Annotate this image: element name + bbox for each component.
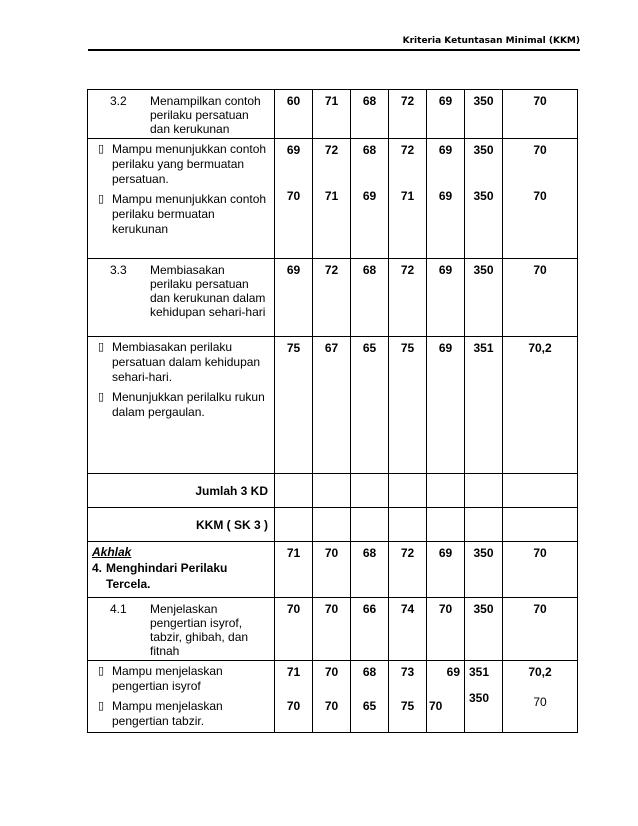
cell-value: 72 <box>400 143 415 157</box>
cell-value: 350 <box>473 143 494 157</box>
table-row <box>88 90 578 139</box>
indicator-text: Mampu menjelaskan pengertian tabzir. <box>112 699 223 728</box>
cell-value: 70 <box>286 189 301 203</box>
cell-value: 74 <box>389 598 427 661</box>
cell-value: 69 <box>438 143 453 157</box>
cell-value: 66 <box>351 598 389 661</box>
cell-value: 69 <box>427 90 465 139</box>
kd-text: Menjelaskan pengertian isyrof, tabzir, ghibah, dan fitnah <box>150 602 249 658</box>
cell-value: 70 <box>429 699 443 713</box>
cell-value: 65 <box>351 337 389 474</box>
cell-value: 70 <box>313 598 351 661</box>
cell-value: 70 <box>503 90 578 139</box>
indicator-text: Mampu menunjukkan contoh perilaku bermuatan kerukunan <box>112 192 267 236</box>
cell-value: 70 <box>275 598 313 661</box>
cell-value: 68 <box>362 665 377 679</box>
cell-value: 70 <box>533 695 547 709</box>
table-row <box>88 598 578 661</box>
cell-value: 69 <box>427 337 465 474</box>
indicator-text: Menunjukkan perilalku rukun dalam pergaulan. <box>112 390 265 419</box>
cell-value: 70 <box>503 259 578 337</box>
square-bullet-icon: ▯ <box>98 700 105 712</box>
cell-value: 72 <box>389 542 427 598</box>
kd-text: Menampilkan contoh perilaku persatuan dan kerukunan <box>150 94 261 136</box>
kd-number: 3.3 <box>110 263 127 277</box>
cell-value: 70 <box>533 143 547 157</box>
cell-value: 69 <box>446 665 460 679</box>
cell-value: 69 <box>362 189 377 203</box>
cell-value: 72 <box>389 259 427 337</box>
kd-number: 4.1 <box>110 602 127 616</box>
section-title: Akhlak <box>92 545 132 559</box>
section-number: 4. <box>92 561 103 575</box>
cell-value: 70 <box>533 189 547 203</box>
cell-value: 68 <box>362 143 377 157</box>
table-row <box>88 474 578 508</box>
cell-value: 351 <box>465 337 503 474</box>
kkm-label: KKM ( SK 3 ) <box>88 508 275 542</box>
cell-value: 350 <box>465 259 503 337</box>
cell-value: 60 <box>275 90 313 139</box>
kd-text: Membiasakan perilaku persatuan dan kerukunan dalam kehidupan sehari-hari <box>150 263 266 319</box>
header-title: Kriteria Ketuntasan Minimal (KKM) <box>402 36 580 46</box>
cell-value: 70 <box>286 699 301 713</box>
indicator-text: Mampu menjelaskan pengertian isyrof <box>112 664 223 693</box>
kkm-table <box>87 89 578 733</box>
cell-value: 68 <box>351 90 389 139</box>
cell-value: 73 <box>400 665 415 679</box>
cell-value: 75 <box>389 337 427 474</box>
cell-value: 67 <box>313 337 351 474</box>
cell-value: 70 <box>427 598 465 661</box>
cell-value: 72 <box>313 259 351 337</box>
cell-value: 70,2 <box>503 337 578 474</box>
table-row <box>88 661 578 733</box>
table-row <box>88 139 578 259</box>
square-bullet-icon: ▯ <box>98 193 105 205</box>
section-heading: Menghindari Perilaku Tercela. <box>106 561 228 591</box>
kd-number: 3.2 <box>110 94 127 108</box>
cell-value: 69 <box>427 542 465 598</box>
cell-value: 350 <box>465 542 503 598</box>
cell-value: 72 <box>389 90 427 139</box>
square-bullet-icon: ▯ <box>98 391 105 403</box>
table-row <box>88 337 578 474</box>
table-row <box>88 508 578 542</box>
cell-value: 351 <box>469 665 490 679</box>
cell-value: 70 <box>324 699 339 713</box>
cell-value: 69 <box>438 189 453 203</box>
square-bullet-icon: ▯ <box>98 341 105 353</box>
cell-value: 69 <box>275 259 313 337</box>
table-row <box>88 259 578 337</box>
indicator-text: Membiasakan perilaku persatuan dalam kehidupan sehari-hari. <box>112 340 261 384</box>
cell-value: 72 <box>324 143 339 157</box>
cell-value: 68 <box>351 542 389 598</box>
cell-value: 71 <box>286 665 301 679</box>
cell-value: 71 <box>313 90 351 139</box>
cell-value: 69 <box>286 143 301 157</box>
indicator-text: Mampu menunjukkan contoh perilaku yang bermuatan persatuan. <box>112 142 267 186</box>
header-rule <box>88 49 580 51</box>
cell-value: 75 <box>275 337 313 474</box>
cell-value: 350 <box>473 189 494 203</box>
table-row <box>88 542 578 598</box>
cell-value: 70 <box>503 542 578 598</box>
cell-value: 70 <box>503 598 578 661</box>
cell-value: 350 <box>469 691 490 705</box>
cell-value: 69 <box>427 259 465 337</box>
cell-value: 350 <box>465 90 503 139</box>
cell-value: 71 <box>275 542 313 598</box>
cell-value: 350 <box>465 598 503 661</box>
jumlah-label: Jumlah 3 KD <box>88 474 275 508</box>
square-bullet-icon: ▯ <box>98 665 105 677</box>
cell-value: 70 <box>324 665 339 679</box>
square-bullet-icon: ▯ <box>98 143 105 155</box>
cell-value: 68 <box>351 259 389 337</box>
cell-value: 70 <box>313 542 351 598</box>
cell-value: 71 <box>400 189 415 203</box>
cell-value: 75 <box>400 699 415 713</box>
cell-value: 65 <box>362 699 377 713</box>
cell-value: 70,2 <box>528 665 552 679</box>
cell-value: 71 <box>324 189 339 203</box>
